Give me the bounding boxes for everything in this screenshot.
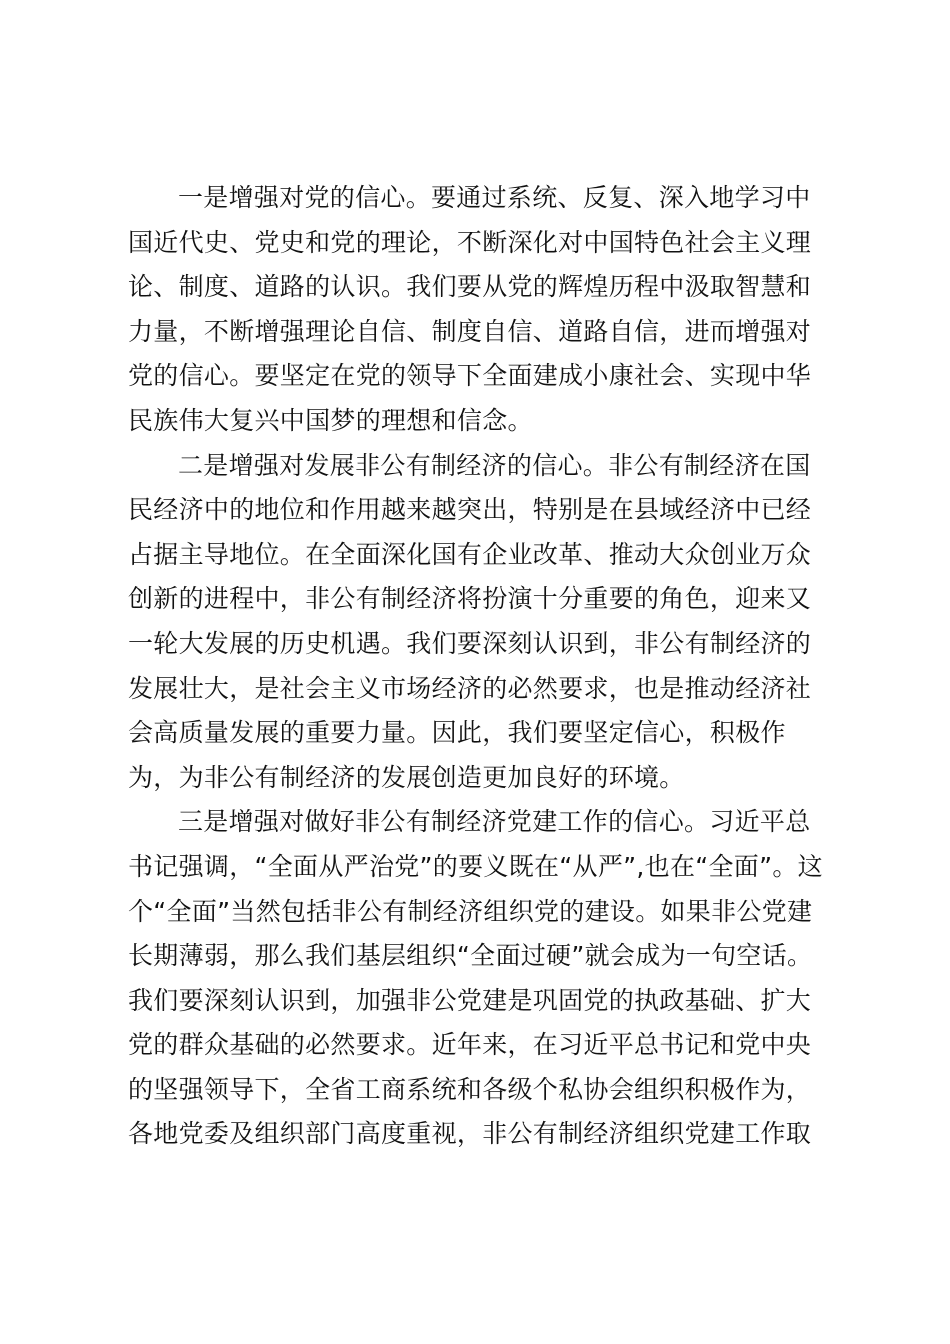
text-line: 党的群众基础的必然要求。近年来，在习近平总书记和党中央 (128, 1030, 812, 1060)
text-line: 民经济中的地位和作用越来越突出，特别是在县域经济中已经 (128, 495, 812, 525)
text-line: 长期薄弱，那么我们基层组织“全面过硬”就会成为一句空话。 (128, 941, 813, 971)
text-line: 书记强调，“全面从严治党”的要义既在“从严”,也在“全面”。这 (128, 851, 823, 881)
text-line: 力量，不断增强理论自信、制度自信、道路自信，进而增强对 (128, 316, 812, 346)
text-line: 二是增强对发展非公有制经济的信心。非公有制经济在国 (178, 450, 811, 480)
paragraph-2 (128, 444, 828, 801)
document-body (128, 176, 828, 1157)
text-line: 一是增强对党的信心。要通过系统、反复、深入地学习中 (178, 183, 811, 212)
text-line: 一轮大发展的历史机遇。我们要深刻认识到，非公有制经济的 (128, 628, 812, 658)
text-line: 发展壮大，是社会主义市场经济的必然要求，也是推动经济社 (128, 673, 812, 703)
text-line: 为，为非公有制经济的发展创造更加良好的环境。 (128, 762, 685, 792)
text-line: 三是增强对做好非公有制经济党建工作的信心。习近平总 (178, 807, 811, 837)
text-line: 国近代史、党史和党的理论，不断深化对中国特色社会主义理 (128, 227, 812, 257)
paragraph-1 (128, 176, 828, 444)
text-line: 论、制度、道路的认识。我们要从党的辉煌历程中汲取智慧和 (128, 272, 812, 302)
paragraph-3 (128, 800, 828, 1157)
text-line: 民族伟大复兴中国梦的理想和信念。 (128, 405, 533, 435)
text-line: 各地党委及组织部门高度重视，非公有制经济组织党建工作取 (128, 1119, 812, 1149)
text-line: 个“全面”当然包括非公有制经济组织党的建设。如果非公党建 (128, 896, 813, 926)
text-line: 占据主导地位。在全面深化国有企业改革、推动大众创业万众 (128, 539, 812, 569)
text-line: 创新的进程中，非公有制经济将扮演十分重要的角色，迎来又 (128, 584, 812, 614)
text-line: 会高质量发展的重要力量。因此，我们要坚定信心，积极作 (128, 718, 786, 748)
text-line: 党的信心。要坚定在党的领导下全面建成小康社会、实现中华 (128, 361, 812, 391)
text-line: 的坚强领导下，全省工商系统和各级个私协会组织积极作为， (128, 1074, 812, 1104)
text-line: 我们要深刻认识到，加强非公党建是巩固党的执政基础、扩大 (128, 985, 812, 1015)
